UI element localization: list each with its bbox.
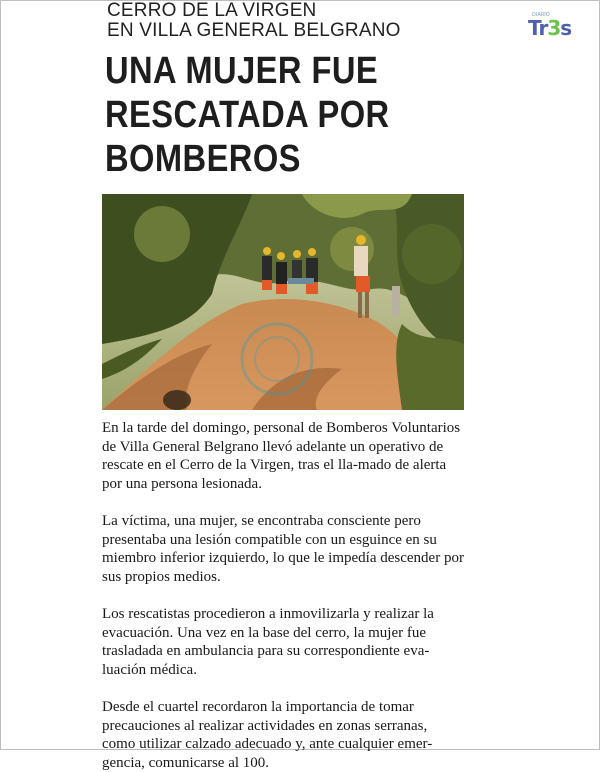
- headline-line-1: UNA MUJER FUE: [105, 50, 379, 92]
- paragraph-4: Desde el cuartel recordaron la importancia de tomar precauciones al realizar actividades en zonas serranas, como utilizar calzado adecuado y, ante cualquier emer-gencia, comunicarse al 100.: [102, 698, 433, 771]
- paragraph-3: Los rescatistas procedieron a inmovilizarla y realizar la evacuación. Una vez en la base del cerro, la mujer fue trasladada en ambulancia para su correspondiente eva-luación médica.: [102, 605, 434, 678]
- paragraph-1: En la tarde del domingo, personal de Bomberos Voluntarios de Villa General Belgrano llevó adelante un operativo de rescate en el Cerro de la Virgen, tras el lla-mado de alerta por una persona lesionada.: [102, 420, 461, 492]
- logo-s: s: [560, 16, 572, 40]
- article-headline: [105, 49, 432, 181]
- paragraph-2: La víctima, una mujer, se encontraba consciente pero presentaba una lesión compatible con un esguince en su miembro inferior izquierdo, lo que le impedía descender por sus propios medios.: [102, 512, 464, 585]
- tr3s-logo: [528, 12, 574, 44]
- article-kicker: [107, 1, 401, 41]
- kicker-line-2: EN VILLA GENERAL BELGRANO: [107, 20, 401, 41]
- kicker-line-1: CERRO DE LA VIRGEN: [107, 0, 317, 21]
- rescue-photo: [102, 194, 464, 410]
- logo-three: 3: [547, 16, 561, 40]
- article-body: [102, 419, 464, 772]
- logo-small-text: DIARIO: [532, 12, 550, 18]
- headline-line-3: BOMBEROS: [105, 138, 301, 180]
- headline-line-2: RESCATADA POR: [105, 94, 390, 136]
- logo-tr: Tr: [528, 16, 548, 40]
